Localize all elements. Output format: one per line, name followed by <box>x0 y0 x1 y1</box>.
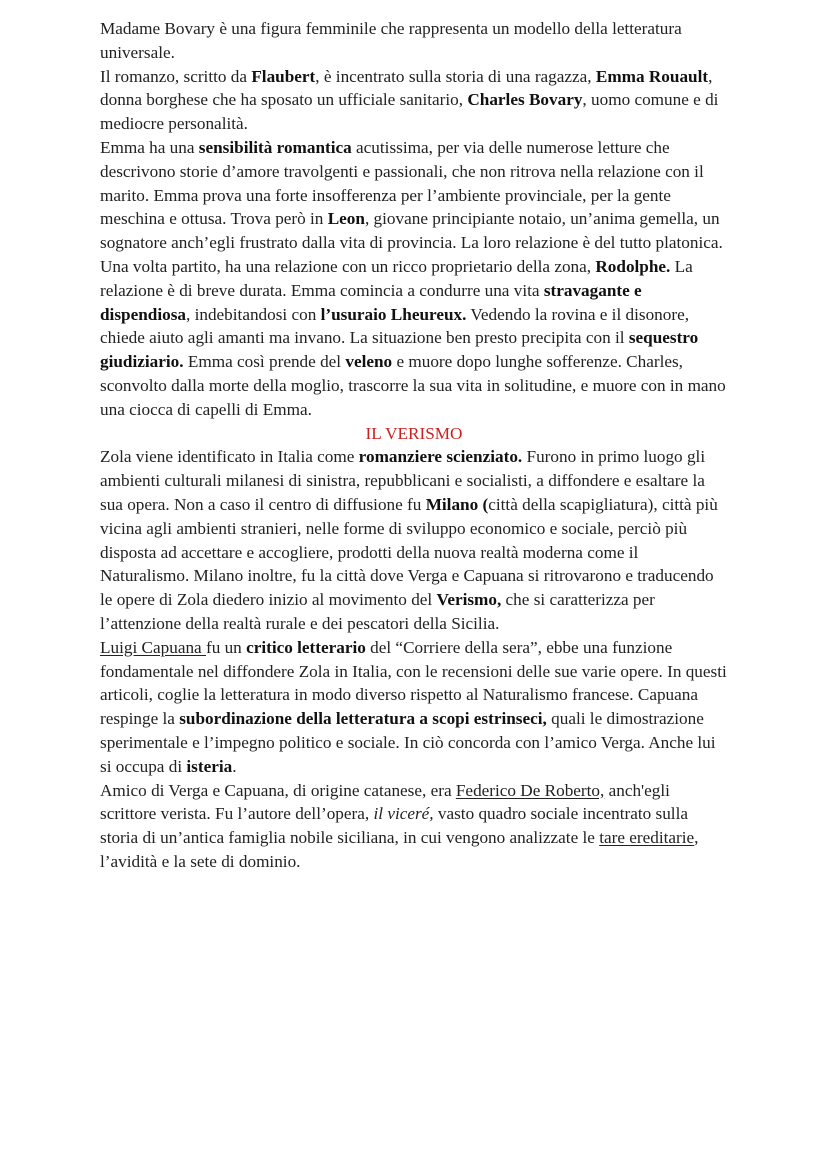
text-run: Madame Bovary è una figura femminile che rappresenta un modello della letteratura universale. <box>100 19 682 62</box>
text-run: Il romanzo, scritto da <box>100 66 252 86</box>
paragraph-bovary-novel <box>100 65 728 136</box>
text-run: , donna borghese che ha sposato un ufficiale sanitario, <box>100 66 713 110</box>
bold-stravagante: stravagante e dispendiosa <box>100 280 642 324</box>
text-run: , è incentrato sulla storia di una ragazza, <box>315 66 596 86</box>
bold-rodolphe: Rodolphe. <box>595 256 671 276</box>
text-run: , indebitandosi con <box>185 304 321 324</box>
text-run: , giovane principiante notaio, un’anima gemella, un sognatore anch’egli frustrato dalla vita di provincia. La loro relazione è del tutto platonica. Una volta partito, ha una relazione con un ricco proprietario della zona, <box>100 209 723 276</box>
text-run: Emma ha una <box>100 137 199 157</box>
bold-usuraio: l’usuraio Lheureux. <box>320 304 467 324</box>
text-run: Furono in primo luogo gli ambienti culturali milanesi di sinistra, repubblicani e socialisti, a diffondere e esaltare la sua opera. Non a caso il centro di diffusione fu <box>100 447 706 514</box>
italic-il-vicere: il viceré, <box>373 804 434 824</box>
text-run: del “Corriere della sera”, ebbe una funzione fondamentale nel diffondere Zola in Italia, con le recensioni delle sue varie opere. In questi articoli, coglie la letteratura in modo diverso rispetto al Naturalismo francese. Capuana respinge la <box>100 637 727 729</box>
paragraph-zola <box>100 445 728 635</box>
paragraph-bovary-intro <box>100 17 728 65</box>
paragraph-capuana <box>100 636 728 779</box>
bold-flaubert: Flaubert <box>251 66 316 86</box>
bold-romanziere-scienziato: romanziere scienziato. <box>358 447 523 467</box>
text-run: che si caratterizza per l’attenzione della realtà rurale e dei pescatori della Sicilia. <box>100 590 655 633</box>
bold-veleno: veleno <box>345 352 393 372</box>
underlined-federico-de-roberto: Federico De Roberto, <box>455 780 605 800</box>
text-run: fu un <box>205 637 247 657</box>
bold-critico-letterario: critico letterario <box>246 637 366 657</box>
text-run: Amico di Verga e Capuana, di origine catanese, era <box>100 780 456 800</box>
bold-leon: Leon <box>327 209 365 229</box>
section-heading-verismo: IL VERISMO <box>365 423 463 443</box>
underlined-tare-ereditarie: tare ereditarie <box>599 828 695 848</box>
underlined-luigi-capuana: Luigi Capuana <box>100 637 206 657</box>
text-run: anch'egli scrittore verista. Fu l’autore dell’opera, <box>100 780 670 824</box>
text-run: Vedendo la rovina e il disonore, chiede aiuto agli amanti ma invano. La situazione ben presto precipita con il <box>100 304 690 348</box>
bold-sensibilita-romantica: sensibilità romantica <box>198 137 352 157</box>
text-run: e muore dopo lunghe sofferenze. Charles, sconvolto dalla morte della moglio, trascorre la sua vita in solitudine, e muore con in mano una ciocca di capelli di Emma. <box>100 352 726 419</box>
text-run: città della scapigliatura), città più vicina agli ambienti stranieri, nelle forme di sviluppo economico e sociale, perciò più disposta ad accettare e accogliere, prodotti della nuova realtà moderna come il Naturalismo. Milano inoltre, fu la città dove Verga e Capuana si ritrovarono e traducendo le opere di Zola diedero inizio al movimento del <box>100 494 718 610</box>
bold-isteria: isteria <box>186 756 233 776</box>
text-run: , l’avidità e la sete di dominio. <box>100 828 699 871</box>
text-run: vasto quadro sociale incentrato sulla storia di un’antica famiglia nobile siciliana, in cui vengono analizzate le <box>100 804 688 848</box>
text-run: . <box>232 756 237 776</box>
paragraph-de-roberto <box>100 779 728 874</box>
bold-verismo: Verismo, <box>436 590 502 610</box>
text-run: Zola viene identificato in Italia come <box>100 447 359 467</box>
text-run: , uomo comune e di mediocre personalità. <box>100 90 719 134</box>
text-run: quali le dimostrazione sperimentale e l’impegno politico e sociale. In ciò concorda con l’amico Verga. Anche lui si occupa di <box>100 709 716 776</box>
bold-emma-rouault: Emma Rouault <box>595 66 709 86</box>
bold-milano: Milano ( <box>425 494 489 514</box>
text-run: acutissima, per via delle numerose letture che descrivono storie d’amore travolgenti e passionali, che non ritrova nella relazione con il marito. Emma prova una forte insofferenza per l’ambiente provinciale, per la gente meschina e ottusa. Trova però in <box>100 137 704 229</box>
bold-charles-bovary: Charles Bovary <box>467 90 583 110</box>
paragraph-bovary-story <box>100 136 728 422</box>
text-run: Emma così prende del <box>183 352 346 372</box>
bold-subordinazione: subordinazione della letteratura a scopi estrinseci, <box>179 709 547 729</box>
bold-sequestro: sequestro giudiziario. <box>100 328 699 372</box>
text-run: La relazione è di breve durata. Emma comincia a condurre una vita <box>100 256 693 300</box>
